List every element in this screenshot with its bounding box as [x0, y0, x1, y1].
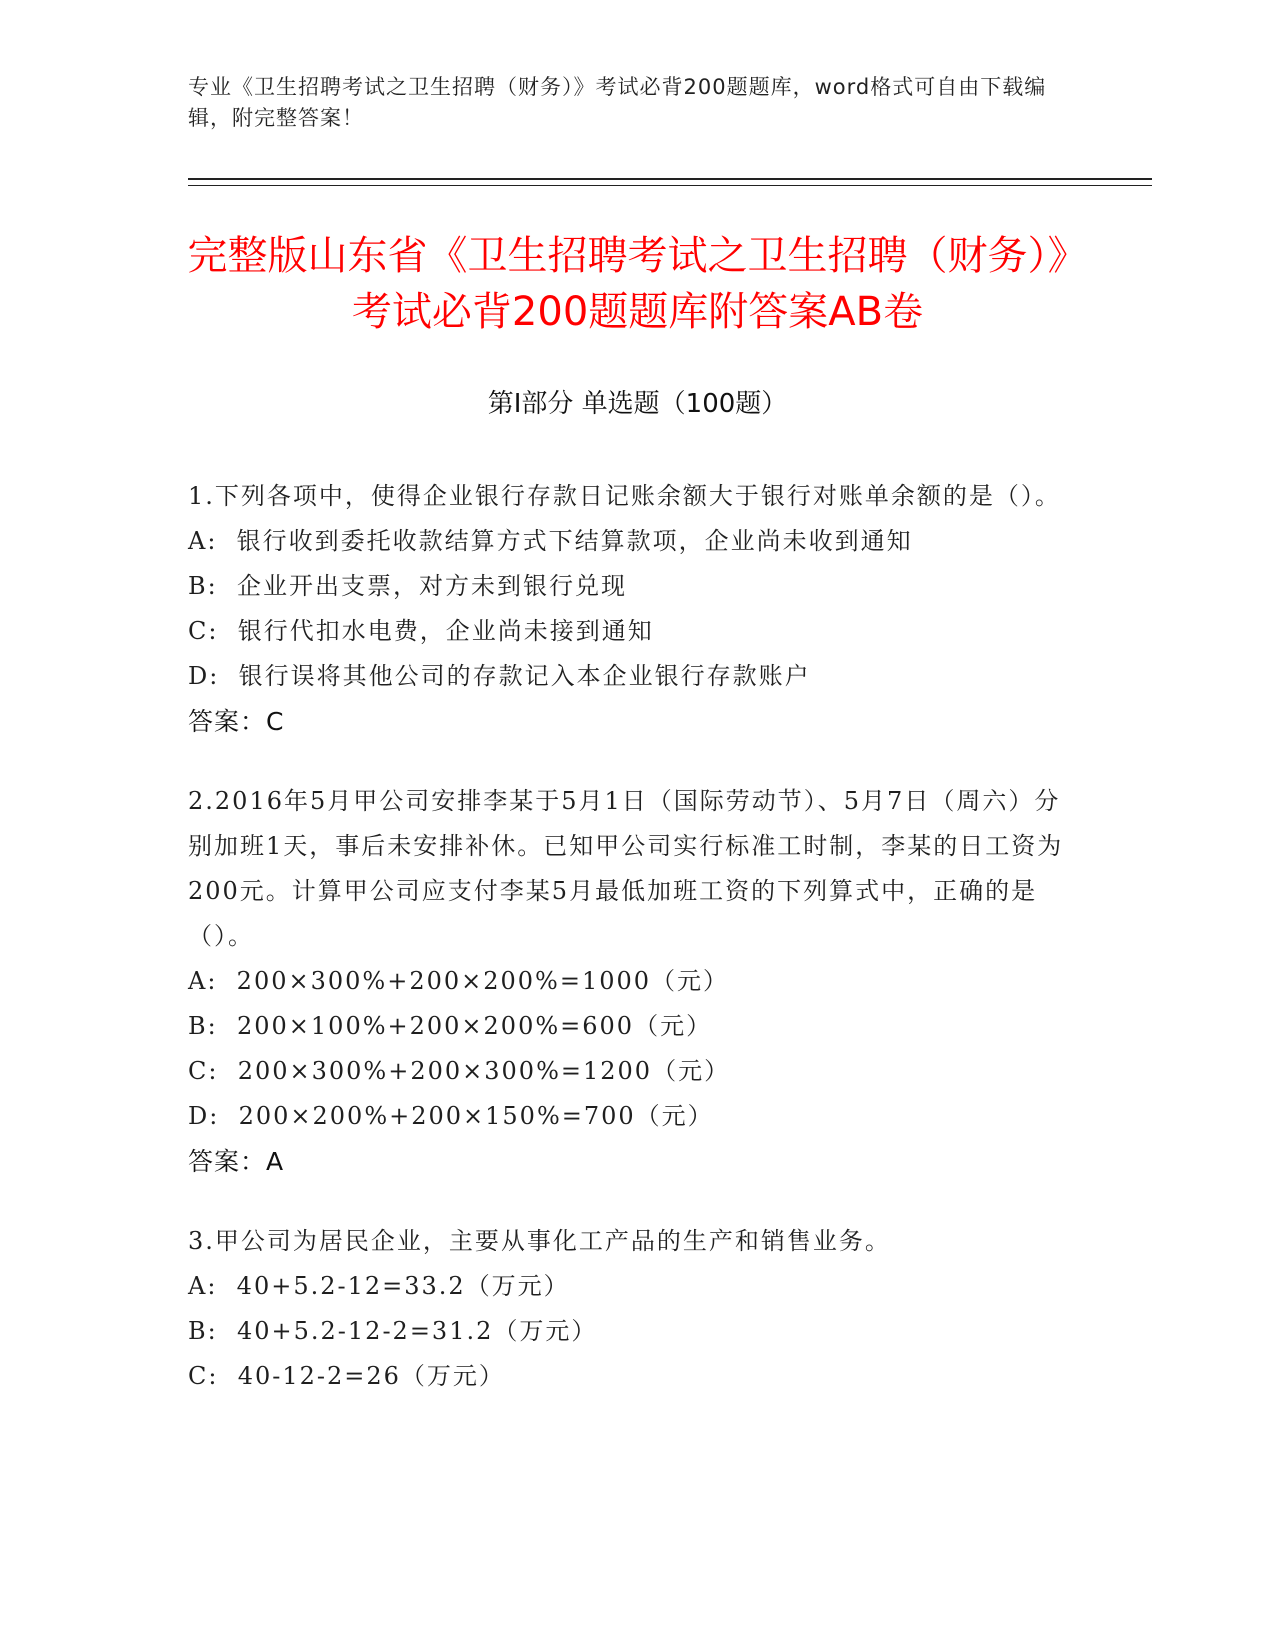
section-title: 第Ⅰ部分 单选题（100题）: [487, 389, 788, 419]
option-c: C: 200×300%+200×300%=1200（元）: [188, 1057, 731, 1085]
question-3: [188, 1219, 1068, 1399]
option-b: B: 200×100%+200×200%=600（元）: [188, 1012, 713, 1040]
question-stem: 2.2016年5月甲公司安排李某于5月1日（国际劳动节）、5月7日（周六）分别加班1天，事后未安排补休。已知甲公司实行标准工时制，李某的日工资为200元。计算甲公司应支付李某5月最低加班工资的下列算式中，正确的是（）。: [188, 787, 1064, 950]
option-d: D: 200×200%+200×150%=700（元）: [188, 1102, 714, 1130]
option-a: A: 200×300%+200×200%=1000（元）: [188, 967, 730, 995]
option-d: D: 银行误将其他公司的存款记入本企业银行存款账户: [188, 662, 811, 690]
option-c: C: 银行代扣水电费，企业尚未接到通知: [188, 617, 654, 645]
question-stem: 3.甲公司为居民企业，主要从事化工产品的生产和销售业务。: [188, 1227, 891, 1255]
option-c: C: 40-12-2=26（万元）: [188, 1362, 505, 1390]
answer-label: 答案：A: [188, 1147, 285, 1176]
question-2: [188, 779, 1068, 1184]
option-a: A: 40+5.2-12=33.2（万元）: [188, 1272, 570, 1300]
header-note: 专业《卫生招聘考试之卫生招聘（财务）》考试必背200题题库，word格式可自由下载编辑，附完整答案！: [188, 75, 1047, 130]
answer-label: 答案：C: [188, 707, 285, 736]
header-divider-thin: [188, 185, 1152, 186]
question-list: [188, 474, 1068, 1434]
option-a: A: 银行收到委托收款结算方式下结算款项，企业尚未收到通知: [188, 527, 913, 555]
question-1: [188, 474, 1068, 744]
option-b: B: 企业开出支票，对方未到银行兑现: [188, 572, 627, 600]
question-stem: 1.下列各项中，使得企业银行存款日记账余额大于银行对账单余额的是（）。: [188, 482, 1061, 510]
option-b: B: 40+5.2-12-2=31.2（万元）: [188, 1317, 598, 1345]
document-title: 完整版山东省《卫生招聘考试之卫生招聘（财务）》考试必背200题题库附答案AB卷: [187, 233, 1088, 335]
header-divider-thick: [188, 178, 1152, 180]
